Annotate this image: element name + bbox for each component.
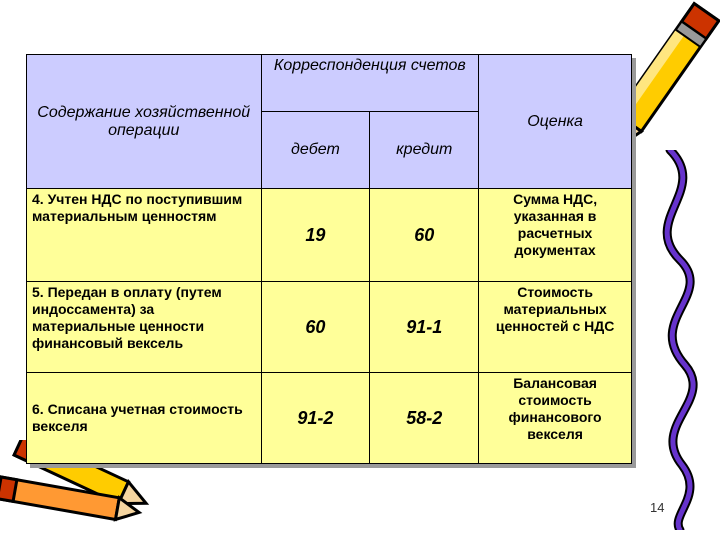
header-correspondence: Корреспонденция счетов [261,55,479,112]
row-debit: 19 [261,189,370,282]
header-content: Содержание хозяйственной операции [27,55,262,189]
row-evaluation: Балансовая стоимость финансового векселя [479,373,632,464]
header-debit: дебет [261,112,370,189]
page-number: 14 [650,500,665,515]
table-row [27,282,632,373]
row-debit: 60 [261,282,370,373]
row-content: 4. Учтен НДС по поступившим материальным ценностям [27,189,262,282]
row-evaluation: Стоимость материальных ценностей с НДС [479,282,632,373]
row-credit: 58-2 [370,373,479,464]
row-debit: 91-2 [261,373,370,464]
row-evaluation: Сумма НДС, указанная в расчетных документах [479,189,632,282]
header-credit: кредит [370,112,479,189]
accounting-table [26,54,632,464]
row-content: 5. Передан в оплату (путем индоссамента) за материальные ценности финансовый вексель [27,282,262,373]
row-credit: 91-1 [370,282,479,373]
table-row [27,373,632,464]
header-evaluation: Оценка [479,55,632,189]
row-content: 6. Списана учетная стоимость векселя [27,373,262,464]
table-row [27,189,632,282]
squiggle-decoration [640,150,720,530]
row-credit: 60 [370,189,479,282]
